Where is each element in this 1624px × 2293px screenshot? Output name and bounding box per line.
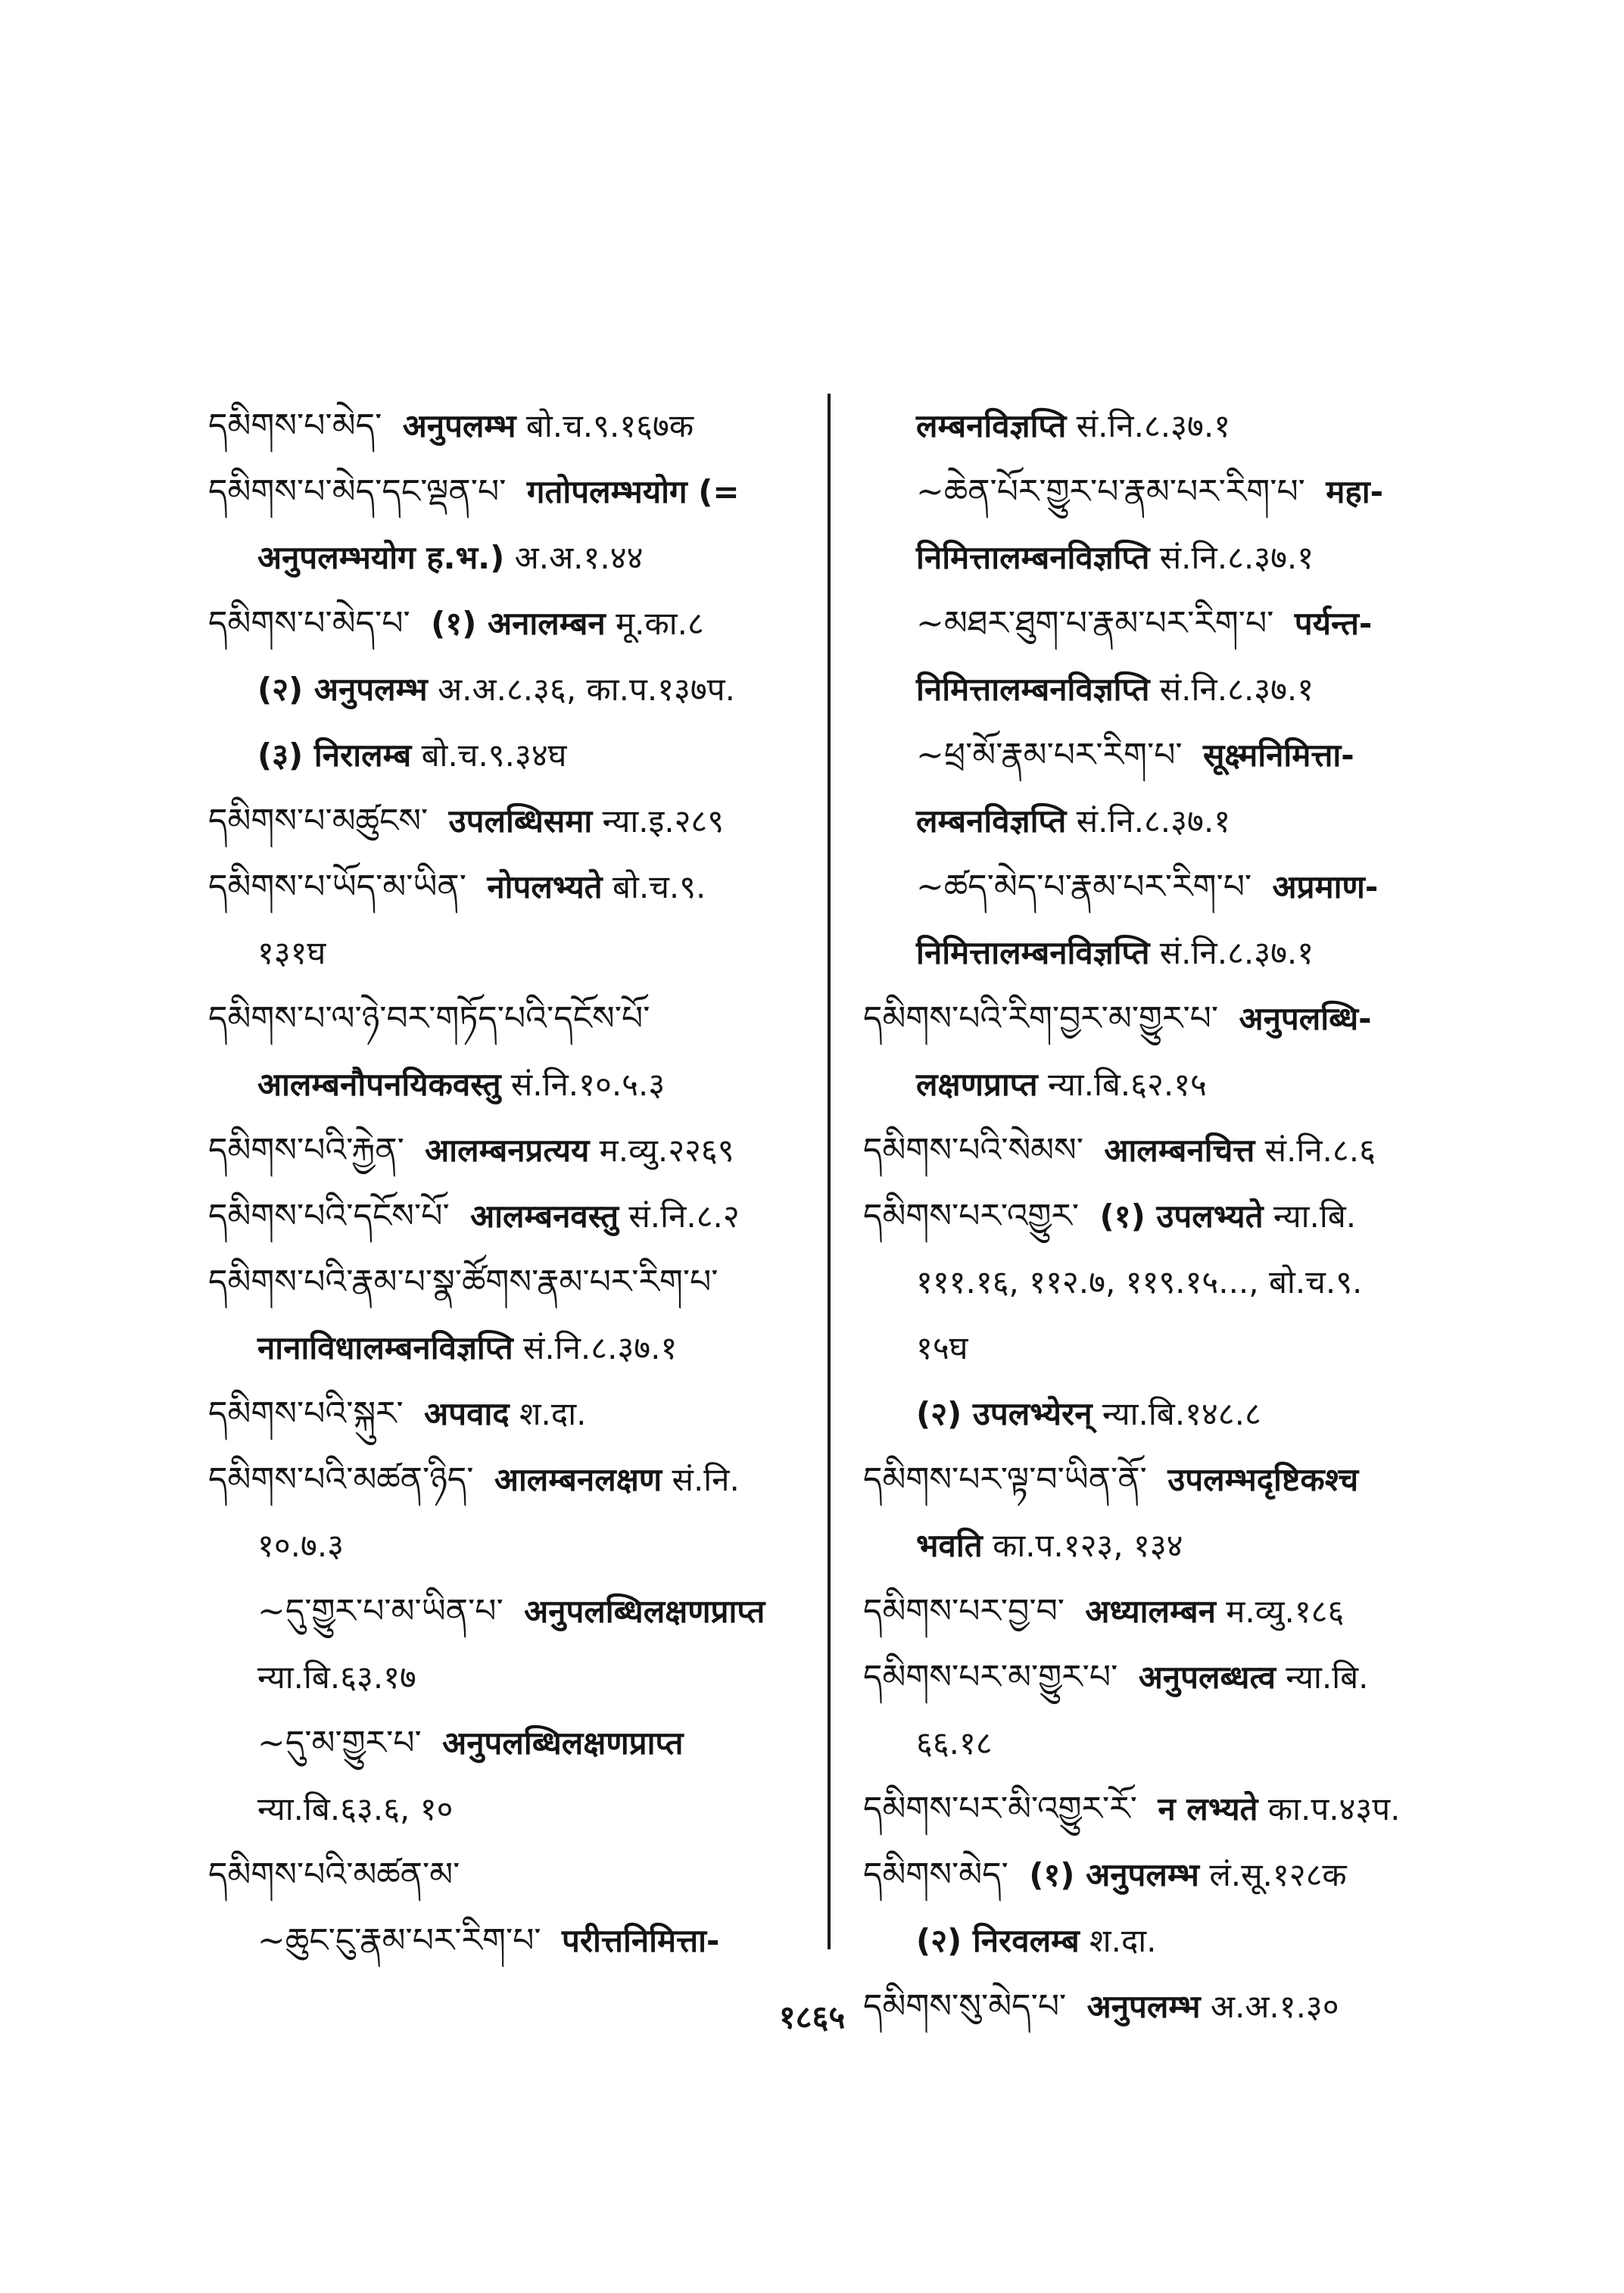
entry-line [208, 866, 706, 908]
source-reference: न्या.बि.१४८.८ [1102, 1395, 1261, 1432]
source-reference: का.प.४३प. [1267, 1790, 1401, 1827]
sanskrit-equivalent: सूक्ष्मनिमित्ता- [1203, 737, 1354, 774]
entry-line [863, 1590, 1344, 1633]
tibetan-term: དམིགས་པ་ཡོད་མ་ཡིན་ [208, 868, 466, 906]
tibetan-term: ~དུ་མ་གྱུར་པ་ [257, 1724, 422, 1762]
sanskrit-equivalent: महा- [1326, 473, 1384, 510]
entry-line [208, 405, 694, 447]
tibetan-term: ~ཕྲ་མོ་རྣམ་པར་རིག་པ་ [916, 736, 1183, 774]
source-reference: १३१घ [257, 934, 326, 971]
entry-line [863, 1459, 1358, 1501]
tibetan-term: དམིགས་པའི་སྐུར་ [208, 1394, 404, 1433]
source-reference: सं.नि.८.२ [628, 1198, 740, 1235]
sanskrit-equivalent: लक्षणप्राप्त [916, 1066, 1038, 1103]
entry-line [916, 603, 1372, 645]
entry-line [916, 1525, 1183, 1567]
tibetan-term: དམིགས་པ་ལ་ཉེ་བར་གཏོད་པའི་དངོས་པོ་ [208, 999, 650, 1038]
sanskrit-equivalent: पर्यन्त- [1294, 605, 1373, 642]
source-reference: अ.अ.१.४४ [514, 539, 644, 576]
sanskrit-equivalent: अप्रमाण- [1272, 868, 1379, 905]
sanskrit-equivalent: अनुपलब्धिलक्षणप्राप्त [442, 1724, 684, 1762]
source-reference: न्या.बि.६३.१७ [257, 1659, 416, 1696]
entry-line [257, 1788, 453, 1830]
tibetan-term: དམིགས་པ་མཚུངས་ [208, 802, 429, 840]
source-reference: का.प.१२३, १३४ [993, 1527, 1183, 1564]
source-reference: श.दा. [1089, 1922, 1157, 1959]
source-reference: सं.नि.१०.५.३ [510, 1066, 665, 1103]
source-reference: सं.नि.८.३७.१ [1076, 802, 1231, 840]
entry-line [208, 1129, 734, 1172]
sanskrit-equivalent: निमित्तालम्बनविज्ञप्ति [916, 539, 1150, 576]
entry-line [863, 1788, 1400, 1830]
source-reference: सं.नि.८.३७.१ [1159, 671, 1314, 708]
sanskrit-equivalent: अनुपलब्धत्व [1138, 1659, 1276, 1696]
entry-line [916, 866, 1378, 908]
source-reference: बो.च.९.१६७क [525, 407, 694, 444]
source-reference: बो.च.९. [612, 868, 706, 905]
tibetan-term: དམིགས་པ་མེད་དང་ལྡན་པ་ [208, 472, 507, 511]
entry-line [208, 998, 660, 1040]
tibetan-term: དམིགས་མེད་ [863, 1855, 1008, 1894]
sanskrit-equivalent: अनुपलब्धि- [1239, 1000, 1372, 1037]
sanskrit-equivalent: (१) अनालम्बन [431, 605, 606, 642]
sanskrit-equivalent: उपलम्भदृष्टिकश्च [1167, 1461, 1359, 1498]
source-reference: सं.नि.८.३७.१ [1159, 539, 1314, 576]
entry-line [257, 537, 643, 579]
source-reference: न्या.बि.६३.६, १० [257, 1790, 454, 1827]
tibetan-term: དམིགས་པར་མ་གྱུར་པ་ [863, 1658, 1118, 1696]
entry-line [916, 405, 1230, 447]
entry-line [208, 1459, 740, 1501]
source-reference: १११.१६, ११२.७, ११९.१५..., बो.च.९. [916, 1263, 1363, 1301]
entry-line [208, 1393, 586, 1435]
source-reference: मू.का.८ [616, 605, 704, 642]
sanskrit-equivalent: अनुपलम्भ [1086, 1988, 1201, 2025]
tibetan-term: ~ཆེན་པོར་གྱུར་པ་རྣམ་པར་རིག་པ་ [916, 472, 1305, 511]
entry-line [916, 471, 1383, 513]
entry-line [863, 1129, 1376, 1172]
sanskrit-equivalent: आलम्बनलक्षण [494, 1461, 662, 1498]
sanskrit-equivalent: न लभ्यते [1158, 1790, 1258, 1827]
source-reference: लं.सू.१२८क [1209, 1856, 1347, 1893]
sanskrit-equivalent: (१) उपलभ्यते [1099, 1198, 1264, 1235]
entry-line [208, 1854, 470, 1896]
entry-line [208, 471, 740, 513]
source-reference: म.व्यु.२२६९ [599, 1132, 734, 1169]
entry-line [257, 1525, 344, 1567]
entry-line [916, 1327, 968, 1369]
tibetan-term: ~མཐར་ཐུག་པ་རྣམ་པར་རིག་པ་ [916, 604, 1274, 643]
source-reference: श.दा. [519, 1395, 587, 1432]
sanskrit-equivalent: लम्बनविज्ञप्ति [916, 802, 1067, 840]
entry-line [916, 1393, 1261, 1435]
sanskrit-equivalent: गतोपलम्भयोग (= [526, 473, 740, 510]
source-reference: न्या.बि. [1273, 1198, 1357, 1235]
entry-line [208, 1195, 740, 1238]
sanskrit-equivalent: निमित्तालम्बनविज्ञप्ति [916, 934, 1150, 971]
source-reference: बो.च.९.३४घ [421, 737, 567, 774]
sanskrit-equivalent: अनुपलब्धिलक्षणप्राप्त [524, 1593, 765, 1630]
sanskrit-equivalent: (२) अनुपलम्भ [257, 671, 428, 708]
entry-line [257, 1327, 677, 1369]
tibetan-term: དམིགས་པ་མེད་ [208, 407, 382, 445]
entry-line [916, 668, 1314, 711]
sanskrit-equivalent: लम्बनविज्ञप्ति [916, 407, 1067, 444]
tibetan-term: དམིགས་པའི་མཚན་ཉིད་ [208, 1460, 474, 1499]
sanskrit-equivalent: अध्यालम्बन [1085, 1593, 1216, 1630]
tibetan-term: ~ཚད་མེད་པ་རྣམ་པར་རིག་པ་ [916, 868, 1252, 906]
tibetan-term: དམིགས་པར་འགྱུར་ [863, 1197, 1080, 1235]
source-reference: न्या.बि. [1286, 1659, 1369, 1696]
sanskrit-equivalent: नानाविधालम्बनविज्ञप्ति [257, 1329, 513, 1366]
source-reference: सं.नि.८.६ [1264, 1132, 1376, 1169]
sanskrit-equivalent: आलम्बनौपनयिकवस्तु [257, 1066, 501, 1103]
entry-line [257, 1656, 416, 1699]
sanskrit-equivalent: उपलब्धिसमा [448, 802, 593, 840]
entry-line [257, 1064, 665, 1106]
entry-line [863, 1656, 1369, 1699]
tibetan-term: དམིགས་པར་བྱ་བ་ [863, 1592, 1065, 1631]
source-reference: सं.नि.८.३७.१ [1076, 407, 1231, 444]
entry-line [916, 800, 1230, 843]
sanskrit-equivalent: अपवाद [424, 1395, 510, 1432]
sanskrit-equivalent: आलम्बनवस्तु [470, 1198, 619, 1235]
source-reference: सं.नि.८.३७.१ [1159, 934, 1314, 971]
sanskrit-equivalent: अनुपलम्भयोग ह.भ.) [257, 539, 505, 576]
source-reference: अ.अ.८.३६, का.प.१३७प. [438, 671, 735, 708]
entry-line [257, 1590, 765, 1633]
sanskrit-equivalent: आलम्बनचित्त [1104, 1132, 1255, 1169]
tibetan-term: དམིགས་སུ་མེད་པ་ [863, 1987, 1067, 2026]
sanskrit-equivalent: निमित्तालम्बनविज्ञप्ति [916, 671, 1150, 708]
entry-line [916, 1920, 1157, 1962]
sanskrit-equivalent: परीत्तनिमित्ता- [562, 1922, 720, 1959]
entry-line [863, 1854, 1347, 1896]
tibetan-term: དམིགས་པའི་རྐྱེན་ [208, 1131, 404, 1170]
tibetan-term: དམིགས་པའི་སེམས་ [863, 1131, 1083, 1170]
column-divider [828, 394, 831, 1949]
entry-line [208, 603, 704, 645]
tibetan-term: དམིགས་པ་མེད་པ་ [208, 604, 410, 643]
entry-line [257, 734, 567, 777]
page-number: १८६५ [778, 1999, 846, 2036]
tibetan-term: དམིགས་པར་ལྟ་བ་ཡིན་ནོ་ [863, 1460, 1147, 1499]
sanskrit-equivalent: भवति [916, 1527, 983, 1564]
entry-line [916, 734, 1354, 777]
source-reference: सं.नि.८.३७.१ [523, 1329, 678, 1366]
sanskrit-equivalent: आलम्बनप्रत्यय [425, 1132, 590, 1169]
source-reference: न्या.बि.६२.१५ [1047, 1066, 1207, 1103]
entry-line [916, 1722, 993, 1765]
sanskrit-equivalent: (३) निरालम्ब [257, 737, 412, 774]
source-reference: सं.नि. [672, 1461, 740, 1498]
source-reference: ६६.१८ [916, 1724, 993, 1762]
source-reference: म.व्यु.१८६ [1226, 1593, 1345, 1630]
entry-line [863, 1195, 1356, 1238]
tibetan-term: དམིགས་པའི་རིག་བྱར་མ་གྱུར་པ་ [863, 999, 1219, 1038]
entry-line [257, 1920, 719, 1962]
sanskrit-equivalent: अनुपलम्भ [402, 407, 516, 444]
source-reference: १५घ [916, 1329, 968, 1366]
entry-line [863, 998, 1372, 1040]
tibetan-term: ~ཆུང་ངུ་རྣམ་པར་རིག་པ་ [257, 1921, 541, 1960]
source-reference: १०.७.३ [257, 1527, 344, 1564]
entry-line [916, 932, 1314, 974]
entry-line [916, 537, 1314, 579]
sanskrit-equivalent: नोपलभ्यते [487, 868, 603, 905]
entry-line [208, 800, 724, 843]
entry-line [257, 668, 735, 711]
sanskrit-equivalent: (२) उपलभ्येरन् [916, 1395, 1093, 1432]
entry-line [916, 1261, 1362, 1304]
tibetan-term: ~དུ་གྱུར་པ་མ་ཡིན་པ་ [257, 1592, 503, 1631]
source-reference: न्या.इ.२८९ [602, 802, 725, 840]
tibetan-term: དམིགས་པའི་མཚན་མ་ [208, 1855, 460, 1894]
entry-line [257, 932, 326, 974]
entry-line [257, 1722, 683, 1765]
tibetan-term: དམིགས་པར་མི་འགྱུར་རོ་ [863, 1790, 1137, 1828]
entry-line [916, 1064, 1207, 1106]
sanskrit-equivalent: (१) अनुपलम्भ [1029, 1856, 1199, 1893]
tibetan-term: དམིགས་པའི་རྣམ་པ་སྣ་ཚོགས་རྣམ་པར་རིག་པ་ [208, 1263, 718, 1301]
source-reference: अ.अ.१.३० [1210, 1988, 1339, 2025]
entry-line [208, 1261, 729, 1304]
sanskrit-equivalent: (२) निरवलम्ब [916, 1922, 1080, 1959]
tibetan-term: དམིགས་པའི་དངོས་པོ་ [208, 1197, 450, 1235]
